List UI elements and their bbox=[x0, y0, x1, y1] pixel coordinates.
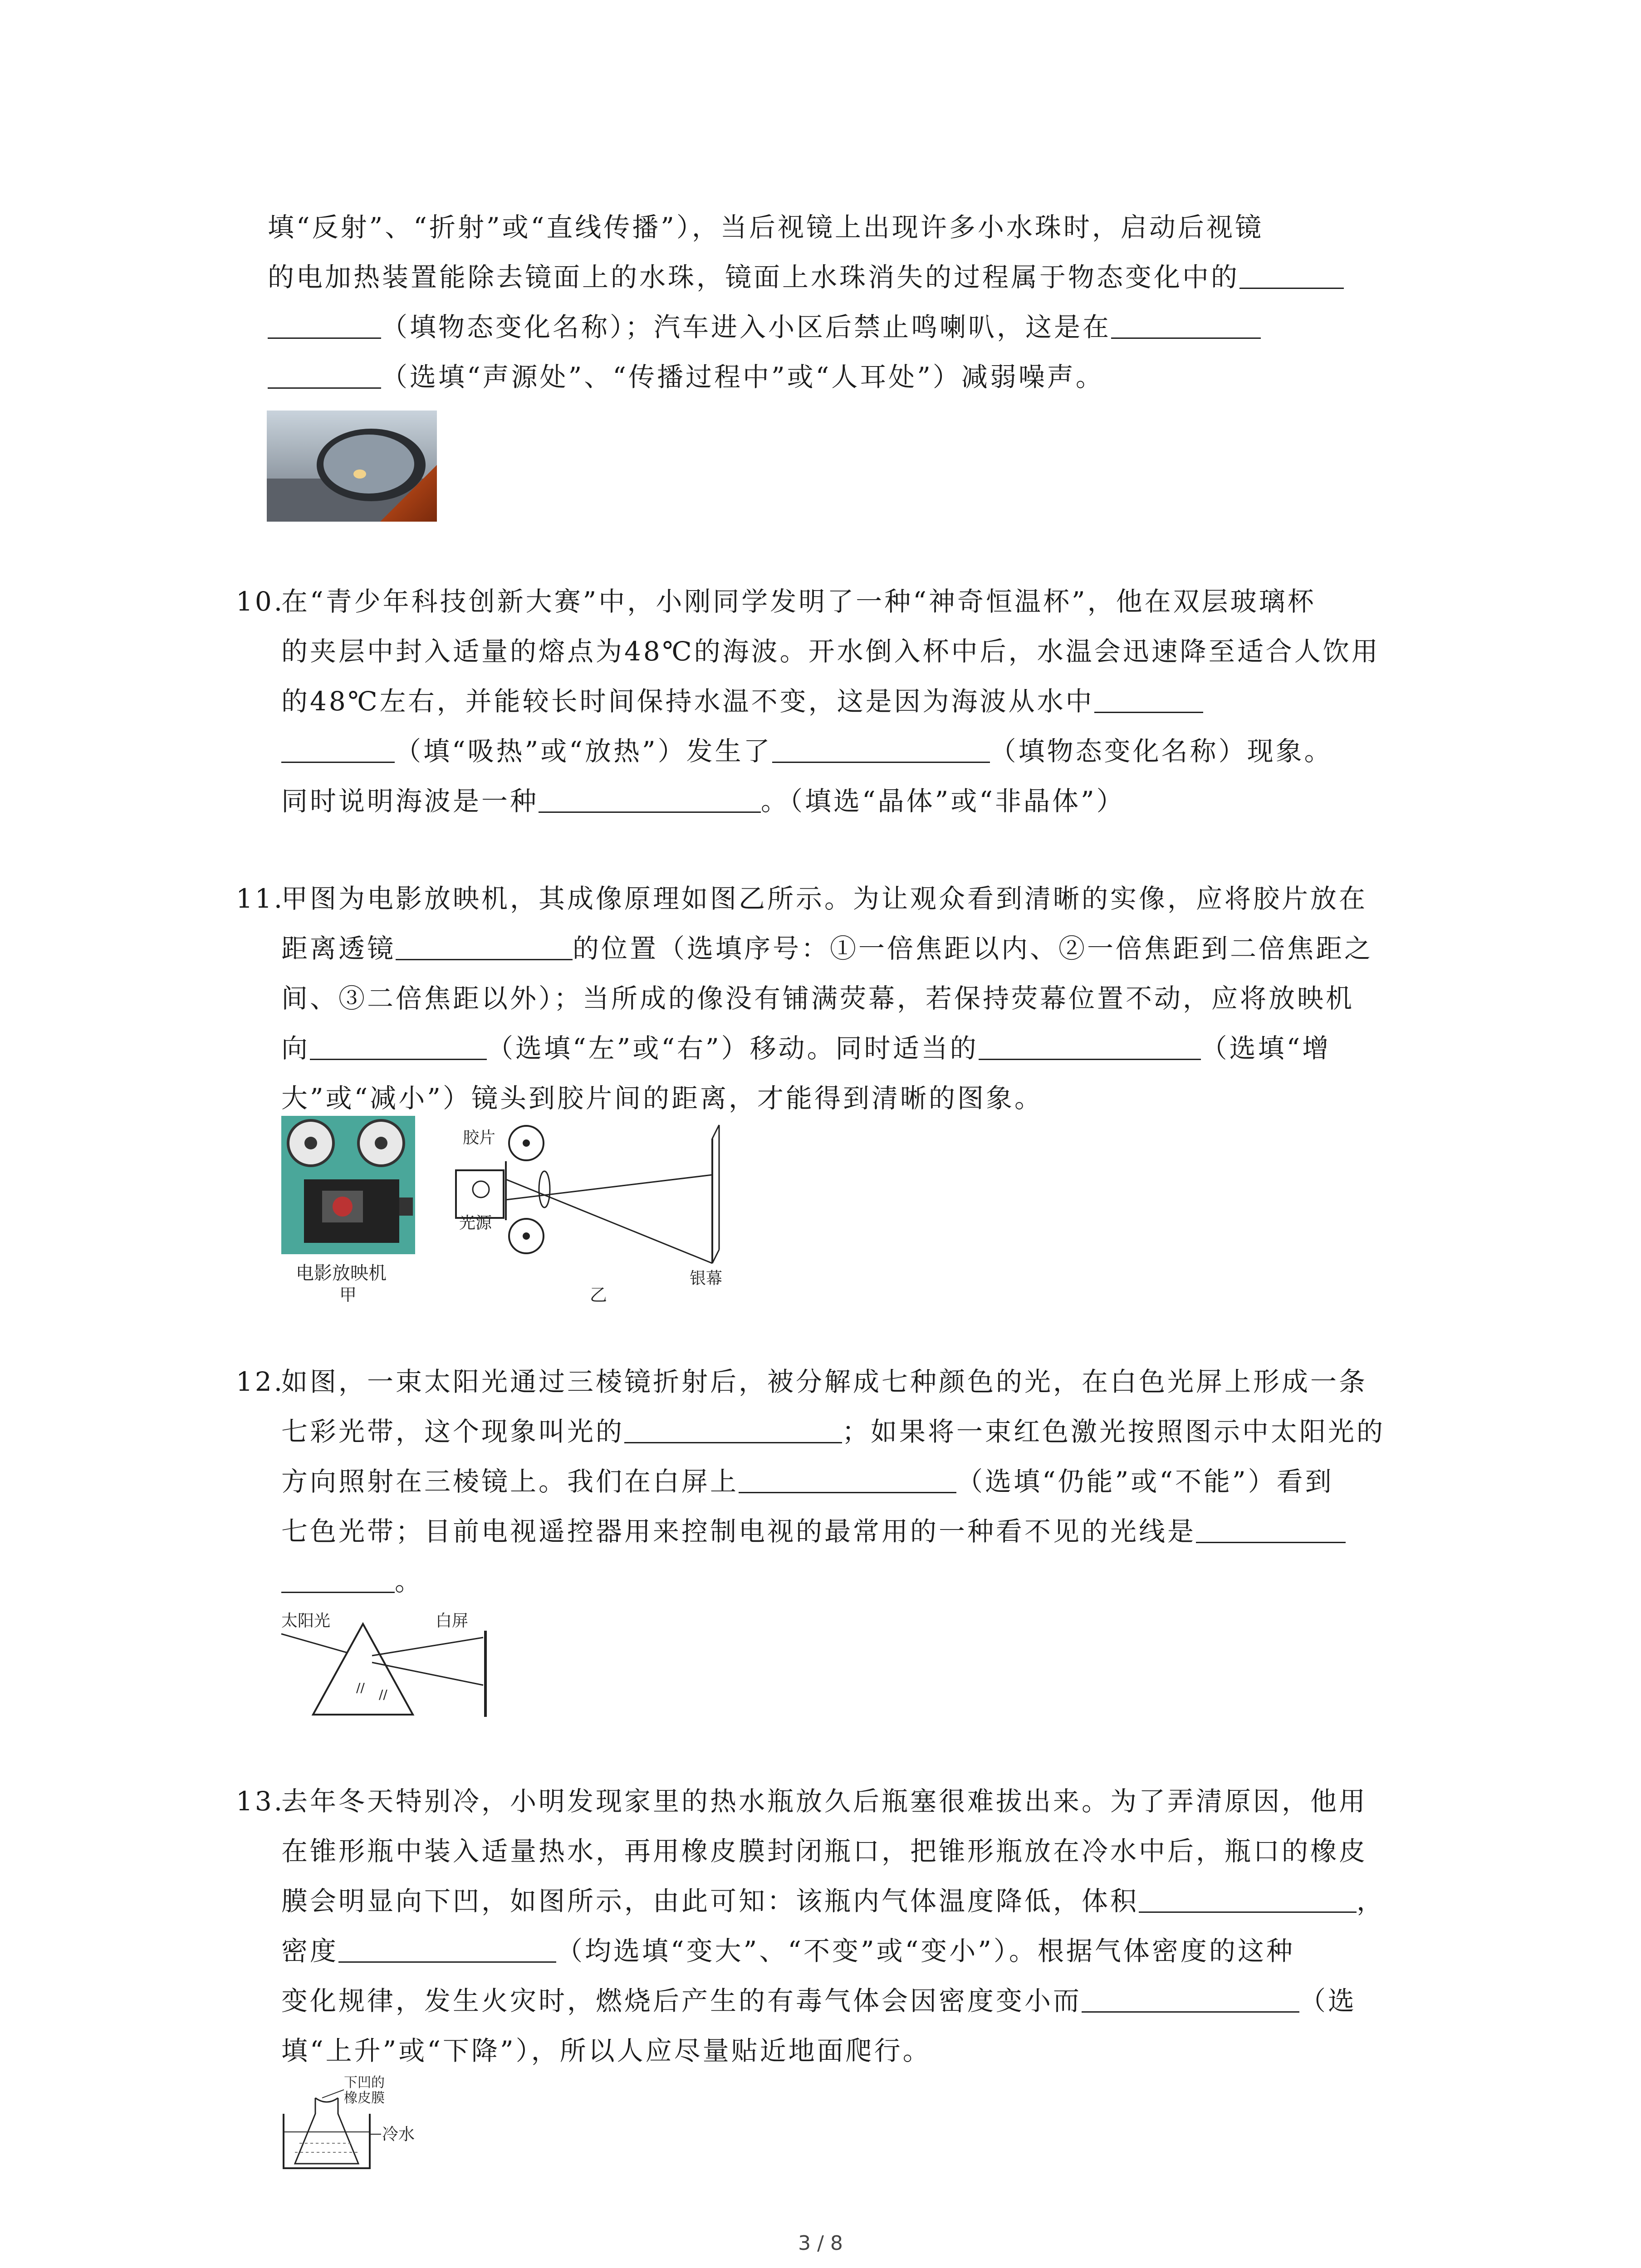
membrane-label-2: 橡皮膜 bbox=[344, 2090, 385, 2106]
answer-blank bbox=[310, 1033, 487, 1060]
q10-number: 10. bbox=[236, 586, 285, 617]
q13-line-4 bbox=[281, 1935, 1295, 1967]
light-source-label: 光源 bbox=[459, 1214, 492, 1232]
page-number: 3 / 8 bbox=[798, 2232, 843, 2255]
label-jia: 甲 bbox=[339, 1285, 357, 1302]
q9-line-3 bbox=[268, 311, 1261, 343]
answer-blank bbox=[1139, 1886, 1357, 1913]
q12-line-5 bbox=[281, 1565, 423, 1598]
q13-line-2: 在锥形瓶中装入适量热水，再用橡皮膜封闭瓶口，把锥形瓶放在冷水中后，瓶口的橡皮 bbox=[281, 1836, 1368, 1867]
q13-line-5-text-b: （选 bbox=[1299, 1985, 1357, 2016]
q9-line-2-text: 的电加热装置能除去镜面上的水珠，镜面上水珠消失的过程属于物态变化中的 bbox=[268, 262, 1240, 293]
q9-line-1: 填“反射”、“折射”或“直线传播”），当后视镜上出现许多小水珠时，启动后视镜 bbox=[268, 212, 1264, 243]
answer-blank bbox=[281, 1566, 395, 1593]
q12-line-4 bbox=[281, 1515, 1346, 1548]
q12-line-4-text: 七色光带；目前电视遥控器用来控制电视的最常用的一种看不见的光线是 bbox=[281, 1516, 1196, 1547]
q10-line-3-text: 的48℃左右，并能较长时间保持水温不变，这是因为海波从水中 bbox=[281, 686, 1094, 717]
white-screen-label: 白屏 bbox=[436, 1612, 469, 1630]
q9-line-3-text: （填物态变化名称）；汽车进入小区后禁止鸣喇叭，这是在 bbox=[381, 312, 1112, 342]
q9-line-2 bbox=[268, 261, 1344, 293]
q12-line-3-text-a: 方向照射在三棱镜上。我们在白屏上 bbox=[281, 1466, 739, 1497]
prism-figure bbox=[277, 1606, 499, 1724]
q10-line-1: 在“青少年科技创新大赛”中，小刚同学发明了一种“神奇恒温杯”，他在双层玻璃杯 bbox=[281, 586, 1316, 617]
q10-line-5-text-b: 。（填选“晶体”或“非晶体”） bbox=[761, 786, 1125, 816]
q11-line-3: 间、③二倍焦距以外）；当所成的像没有铺满荧幕，若保持荧幕位置不动，应将放映机 bbox=[281, 983, 1355, 1014]
q12-line-5-text: 。 bbox=[395, 1566, 424, 1597]
q10-line-5 bbox=[281, 785, 1125, 817]
screen-label: 银幕 bbox=[690, 1269, 723, 1288]
q11-line-4 bbox=[281, 1032, 1331, 1065]
answer-blank bbox=[772, 736, 990, 763]
q11-line-4-text-a: 向 bbox=[281, 1033, 310, 1064]
answer-blank bbox=[739, 1466, 956, 1493]
q11-line-2 bbox=[281, 932, 1373, 965]
answer-blank bbox=[1196, 1516, 1346, 1543]
cold-water-label: 冷水 bbox=[382, 2125, 415, 2144]
flask-figure bbox=[281, 2071, 440, 2173]
label-yi: 乙 bbox=[590, 1285, 607, 1302]
answer-blank bbox=[396, 934, 573, 960]
answer-blank bbox=[338, 1936, 556, 1963]
q11-line-2-text-a: 距离透镜 bbox=[281, 933, 396, 964]
answer-blank bbox=[1111, 312, 1261, 339]
rearview-mirror-photo bbox=[267, 411, 437, 522]
q12-line-2 bbox=[281, 1415, 1385, 1448]
answer-blank bbox=[1239, 262, 1344, 289]
q13-line-4-text-b: （均选填“变大”、“不变”或“变小”）。根据气体密度的这种 bbox=[556, 1936, 1295, 1966]
q10-line-5-text-a: 同时说明海波是一种 bbox=[281, 786, 539, 816]
answer-blank bbox=[539, 786, 761, 813]
q9-line-4 bbox=[268, 361, 1104, 393]
q11-line-4-text-b: （选填“左”或“右”）移动。同时适当的 bbox=[487, 1033, 979, 1064]
sunlight-label: 太阳光 bbox=[281, 1612, 331, 1630]
q13-line-3 bbox=[281, 1885, 1385, 1917]
projector-caption: 电影放映机 bbox=[296, 1263, 387, 1284]
answer-blank bbox=[979, 1033, 1201, 1060]
q10-line-3 bbox=[281, 685, 1203, 718]
q13-line-3-text-b: ， bbox=[1357, 1886, 1386, 1916]
q11-line-5: 大”或“减小”）镜头到胶片间的距离，才能得到清晰的图象。 bbox=[281, 1083, 1043, 1114]
q12-line-3 bbox=[281, 1465, 1334, 1498]
answer-blank bbox=[1082, 1986, 1299, 2013]
q10-line-4-text-a: （填“吸热”或“放热”）发生了 bbox=[395, 736, 772, 767]
q13-line-3-text-a: 膜会明显向下凹，如图所示，由此可知：该瓶内气体温度降低，体积 bbox=[281, 1886, 1139, 1916]
svg-text://: // bbox=[356, 1680, 365, 1695]
q10-line-4 bbox=[281, 735, 1333, 767]
q13-line-5-text-a: 变化规律，发生火灾时，燃烧后产生的有毒气体会因密度变小而 bbox=[281, 1985, 1082, 2016]
projector-figure bbox=[277, 1111, 749, 1302]
svg-text://: // bbox=[379, 1687, 387, 1702]
q13-number: 13. bbox=[236, 1786, 285, 1817]
q11-number: 11. bbox=[236, 883, 285, 914]
q10-line-4-text-b: （填物态变化名称）现象。 bbox=[989, 736, 1333, 767]
q10-line-2: 的夹层中封入适量的熔点为48℃的海波。开水倒入杯中后，水温会迅速降至适合人饮用 bbox=[281, 636, 1380, 667]
q11-line-2-text-b: 的位置（选填序号：①一倍焦距以内、②一倍焦距到二倍焦距之 bbox=[573, 933, 1373, 964]
answer-blank bbox=[268, 312, 381, 339]
answer-blank bbox=[268, 362, 381, 389]
q13-line-5 bbox=[281, 1984, 1357, 2017]
q12-line-2-text-b: ；如果将一束红色激光按照图示中太阳光的 bbox=[842, 1416, 1386, 1447]
q13-line-6: 填“上升”或“下降”），所以人应尽量贴近地面爬行。 bbox=[281, 2035, 931, 2066]
q12-line-1: 如图，一束太阳光通过三棱镜折射后，被分解成七种颜色的光，在白色光屏上形成一条 bbox=[281, 1366, 1368, 1397]
q12-line-3-text-b: （选填“仍能”或“不能”）看到 bbox=[956, 1466, 1334, 1497]
q13-line-4-text-a: 密度 bbox=[281, 1936, 339, 1966]
q12-number: 12. bbox=[236, 1366, 285, 1397]
q13-line-1: 去年冬天特别冷，小明发现家里的热水瓶放久后瓶塞很难拔出来。为了弄清原因，他用 bbox=[281, 1786, 1368, 1817]
q11-line-4-text-c: （选填“增 bbox=[1200, 1033, 1331, 1064]
answer-blank bbox=[624, 1417, 842, 1443]
answer-blank bbox=[281, 736, 395, 763]
q11-line-1: 甲图为电影放映机，其成像原理如图乙所示。为让观众看到清晰的实像，应将胶片放在 bbox=[281, 883, 1368, 914]
film-label: 胶片 bbox=[463, 1129, 496, 1147]
q9-line-4-text: （选填“声源处”、“传播过程中”或“人耳处”）减弱噪声。 bbox=[381, 362, 1104, 392]
q12-line-2-text-a: 七彩光带，这个现象叫光的 bbox=[281, 1416, 625, 1447]
membrane-label-1: 下凹的 bbox=[344, 2075, 385, 2091]
answer-blank bbox=[1094, 686, 1203, 713]
